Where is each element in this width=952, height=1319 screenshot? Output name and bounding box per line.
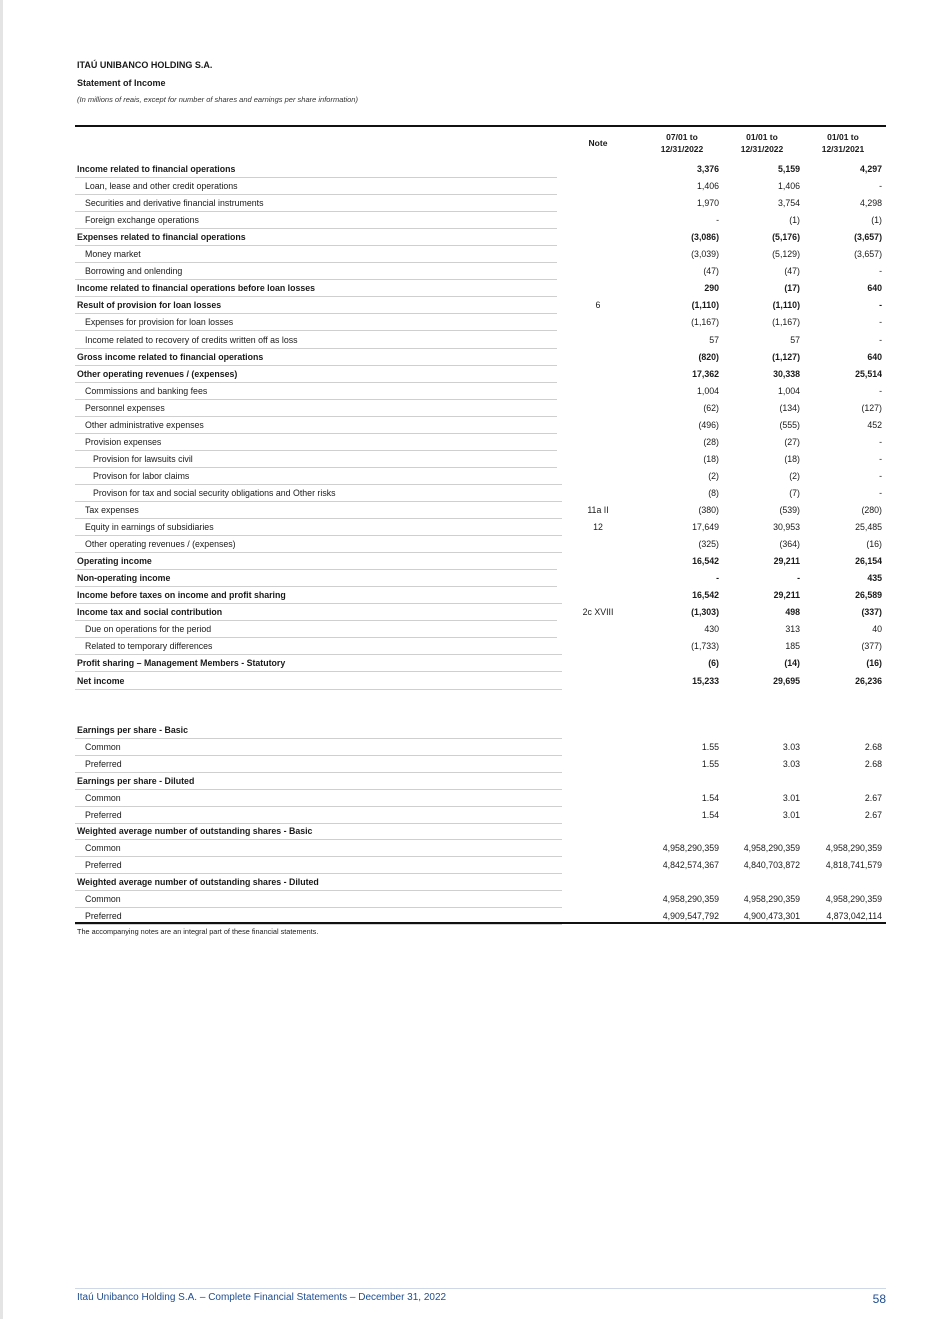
value-01-01-to-12-31-2021: (16) [866, 539, 882, 550]
eps-row [0, 823, 952, 840]
value-01-01-to-12-31-2021: - [879, 436, 882, 447]
value-01-01-to-12-31-2022: 4,840,703,872 [743, 860, 800, 870]
value-07-01-to-12-31-2022: (8) [708, 487, 719, 498]
footer-rule [75, 1288, 886, 1289]
value-01-01-to-12-31-2022: 29,211 [773, 556, 800, 567]
value-01-01-to-12-31-2022: (27) [784, 436, 800, 447]
value-07-01-to-12-31-2022: 17,362 [692, 368, 719, 379]
value-01-01-to-12-31-2021: 435 [867, 573, 882, 584]
table-row [0, 417, 952, 434]
value-07-01-to-12-31-2022: 1.55 [701, 742, 719, 752]
value-07-01-to-12-31-2022: 1,004 [696, 385, 719, 396]
row-label: Preferred [85, 759, 122, 769]
value-01-01-to-12-31-2021: 4,298 [859, 198, 882, 209]
value-01-01-to-12-31-2021: (377) [861, 641, 882, 652]
column-header-3-line2: 12/31/2021 [821, 144, 865, 154]
table-row [0, 246, 952, 263]
row-label: Income related to financial operations before loan losses [77, 283, 316, 294]
row-label: Provison for labor claims [93, 470, 190, 481]
table-row [0, 178, 952, 195]
value-01-01-to-12-31-2022: (2) [789, 470, 800, 481]
value-01-01-to-12-31-2021: 25,485 [855, 522, 882, 533]
row-label: Expenses related to financial operations [77, 232, 246, 243]
value-07-01-to-12-31-2022: 1,406 [696, 181, 719, 192]
row-label: Gross income related to financial operations [77, 351, 264, 362]
table-row [0, 400, 952, 417]
value-01-01-to-12-31-2021: 26,154 [855, 556, 882, 567]
value-01-01-to-12-31-2021: (127) [861, 402, 882, 413]
table-row [0, 587, 952, 604]
row-label: Preferred [85, 911, 122, 921]
value-07-01-to-12-31-2022: 4,958,290,359 [662, 843, 719, 853]
eps-row [0, 722, 952, 739]
statement-title: Statement of Income [77, 78, 166, 88]
row-note: 2c XVIII [582, 607, 614, 618]
row-label: Earnings per share - Diluted [77, 776, 195, 786]
value-07-01-to-12-31-2022: 4,842,574,367 [662, 860, 719, 870]
value-01-01-to-12-31-2022: (17) [784, 283, 800, 294]
row-label: Income before taxes on income and profit sharing [77, 590, 286, 601]
value-01-01-to-12-31-2021: (1) [871, 215, 882, 226]
value-07-01-to-12-31-2022: 1,970 [696, 198, 719, 209]
value-01-01-to-12-31-2022: 29,695 [773, 675, 800, 686]
table-top-rule [75, 125, 886, 127]
value-07-01-to-12-31-2022: (3,039) [691, 249, 719, 260]
value-01-01-to-12-31-2022: (1,110) [772, 300, 800, 311]
row-label: Tax expenses [85, 505, 139, 515]
row-label: Loan, lease and other credit operations [85, 181, 238, 192]
row-label: Preferred [85, 860, 122, 870]
value-07-01-to-12-31-2022: 4,958,290,359 [662, 894, 719, 904]
value-01-01-to-12-31-2021: 4,818,741,579 [825, 860, 882, 870]
table-row [0, 553, 952, 570]
row-label: Provision expenses [85, 436, 162, 447]
value-01-01-to-12-31-2021: - [879, 470, 882, 481]
eps-row [0, 739, 952, 756]
row-label: Provision for lawsuits civil [93, 453, 193, 464]
row-label: Other administrative expenses [85, 419, 204, 430]
value-07-01-to-12-31-2022: - [716, 215, 719, 226]
row-label: Equity in earnings of subsidiaries [85, 522, 214, 533]
value-01-01-to-12-31-2021: 25,514 [855, 368, 882, 379]
value-07-01-to-12-31-2022: (380) [698, 505, 719, 515]
value-01-01-to-12-31-2021: (280) [861, 505, 882, 515]
row-label: Securities and derivative financial instruments [85, 198, 264, 209]
column-header-1-line2: 12/31/2022 [660, 144, 704, 154]
row-label: Expenses for provision for loan losses [85, 317, 234, 328]
value-01-01-to-12-31-2022: 29,211 [773, 590, 800, 601]
value-07-01-to-12-31-2022: 15,233 [692, 675, 719, 686]
eps-row [0, 807, 952, 824]
value-01-01-to-12-31-2021: 4,873,042,114 [826, 911, 882, 921]
table-row [0, 604, 952, 621]
value-01-01-to-12-31-2022: (134) [779, 402, 800, 413]
table-row [0, 263, 952, 280]
row-label: Net income [77, 675, 125, 686]
row-rule [75, 689, 562, 690]
note-column-header: Note [588, 138, 608, 148]
value-07-01-to-12-31-2022: 1.54 [701, 810, 719, 820]
row-note: 6 [595, 300, 601, 311]
row-note: 11a II [587, 505, 609, 515]
value-01-01-to-12-31-2022: (555) [779, 419, 800, 430]
value-07-01-to-12-31-2022: 290 [704, 283, 719, 294]
value-01-01-to-12-31-2021: - [879, 181, 882, 192]
value-01-01-to-12-31-2022: (539) [779, 505, 800, 515]
value-01-01-to-12-31-2021: - [879, 334, 882, 345]
disclaimer: The accompanying notes are an integral part of these financial statements. [77, 927, 319, 936]
row-label: Weighted average number of outstanding shares - Basic [77, 826, 313, 836]
row-label: Due on operations for the period [85, 624, 212, 635]
row-label: Money market [85, 249, 141, 260]
value-01-01-to-12-31-2022: 5,159 [777, 164, 800, 174]
value-01-01-to-12-31-2021: 452 [867, 419, 882, 430]
value-01-01-to-12-31-2022: 3.03 [782, 742, 800, 752]
value-01-01-to-12-31-2022: 4,958,290,359 [743, 843, 800, 853]
value-07-01-to-12-31-2022: (1,110) [691, 300, 719, 311]
table-row [0, 570, 952, 587]
table-row [0, 383, 952, 400]
value-01-01-to-12-31-2022: 3.01 [782, 810, 800, 820]
eps-row [0, 840, 952, 857]
column-header-2 [727, 131, 797, 155]
value-01-01-to-12-31-2022: 498 [785, 607, 800, 618]
value-07-01-to-12-31-2022: (2) [708, 470, 719, 481]
value-01-01-to-12-31-2021: - [879, 266, 882, 277]
value-01-01-to-12-31-2021: - [879, 487, 882, 498]
row-label: Commissions and banking fees [85, 385, 208, 396]
value-07-01-to-12-31-2022: 430 [704, 624, 719, 635]
value-01-01-to-12-31-2021: - [879, 317, 882, 328]
value-01-01-to-12-31-2021: 2.67 [864, 810, 882, 820]
row-label: Other operating revenues / (expenses) [85, 539, 236, 550]
table-row [0, 536, 952, 553]
row-label: Foreign exchange operations [85, 215, 199, 226]
value-07-01-to-12-31-2022: 3,376 [696, 164, 719, 174]
eps-row [0, 891, 952, 908]
value-01-01-to-12-31-2021: - [879, 300, 882, 311]
table-row [0, 195, 952, 212]
value-07-01-to-12-31-2022: (6) [708, 658, 719, 669]
table-row [0, 349, 952, 366]
value-01-01-to-12-31-2021: 2.68 [864, 742, 882, 752]
row-label: Other operating revenues / (expenses) [77, 368, 238, 379]
value-01-01-to-12-31-2021: (3,657) [854, 232, 882, 243]
value-01-01-to-12-31-2022: 30,338 [773, 368, 800, 379]
table-row [0, 434, 952, 451]
value-07-01-to-12-31-2022: 16,542 [692, 556, 719, 567]
value-07-01-to-12-31-2022: 1.55 [701, 759, 719, 769]
table-row [0, 212, 952, 229]
value-07-01-to-12-31-2022: (496) [698, 419, 719, 430]
value-01-01-to-12-31-2022: (5,129) [772, 249, 800, 260]
value-01-01-to-12-31-2022: 3.01 [782, 793, 800, 803]
row-label: Operating income [77, 556, 152, 567]
row-label: Weighted average number of outstanding shares - Diluted [77, 877, 319, 887]
company-name: ITAÚ UNIBANCO HOLDING S.A. [77, 60, 213, 70]
eps-row [0, 756, 952, 773]
eps-row [0, 773, 952, 790]
column-header-2-line2: 12/31/2022 [740, 144, 784, 154]
value-01-01-to-12-31-2022: - [797, 573, 800, 584]
row-label: Result of provision for loan losses [77, 300, 222, 311]
value-07-01-to-12-31-2022: 16,542 [692, 590, 719, 601]
value-07-01-to-12-31-2022: (1,733) [691, 641, 719, 652]
eps-row [0, 790, 952, 807]
value-01-01-to-12-31-2022: (47) [784, 266, 800, 277]
table-bottom-rule [75, 922, 886, 924]
value-07-01-to-12-31-2022: (3,086) [691, 232, 719, 243]
value-01-01-to-12-31-2021: 4,297 [859, 164, 882, 174]
table-row [0, 280, 952, 297]
value-07-01-to-12-31-2022: (28) [703, 436, 719, 447]
value-01-01-to-12-31-2022: 3,754 [777, 198, 800, 209]
value-01-01-to-12-31-2021: 2.68 [864, 759, 882, 769]
value-07-01-to-12-31-2022: (1,167) [691, 317, 719, 328]
row-label: Common [85, 843, 121, 853]
value-01-01-to-12-31-2021: 640 [867, 283, 882, 294]
row-label: Borrowing and onlending [85, 266, 183, 277]
column-header-3-line1: 01/01 to [827, 132, 859, 142]
value-01-01-to-12-31-2021: (337) [861, 607, 882, 618]
value-07-01-to-12-31-2022: (325) [698, 539, 719, 550]
value-01-01-to-12-31-2021: - [879, 453, 882, 464]
value-01-01-to-12-31-2021: (16) [866, 658, 882, 669]
row-rule [75, 924, 562, 925]
row-note: 12 [593, 522, 603, 533]
value-01-01-to-12-31-2022: 57 [790, 334, 800, 345]
value-01-01-to-12-31-2022: 4,900,473,301 [743, 911, 800, 921]
value-07-01-to-12-31-2022: 1.54 [701, 793, 719, 803]
value-07-01-to-12-31-2022: 17,649 [692, 522, 719, 533]
statement-subtitle: (In millions of reais, except for number of shares and earnings per share information) [77, 95, 358, 104]
table-row [0, 673, 952, 690]
row-label: Provison for tax and social security obligations and Other risks [93, 487, 336, 498]
table-row [0, 332, 952, 349]
row-label: Common [85, 793, 121, 803]
value-01-01-to-12-31-2021: 4,958,290,359 [825, 843, 882, 853]
table-row [0, 485, 952, 502]
value-01-01-to-12-31-2022: 313 [785, 624, 800, 635]
table-row [0, 621, 952, 638]
value-01-01-to-12-31-2021: (3,657) [854, 249, 882, 260]
row-label: Common [85, 742, 121, 752]
value-01-01-to-12-31-2022: 185 [785, 641, 800, 652]
value-01-01-to-12-31-2022: (1) [789, 215, 800, 226]
row-label: Income related to financial operations [77, 164, 236, 174]
row-label: Income related to recovery of credits written off as loss [85, 334, 298, 345]
value-07-01-to-12-31-2022: 57 [709, 334, 719, 345]
value-01-01-to-12-31-2022: 3.03 [782, 759, 800, 769]
value-01-01-to-12-31-2021: 4,958,290,359 [825, 894, 882, 904]
table-row [0, 314, 952, 331]
table-row [0, 519, 952, 536]
value-01-01-to-12-31-2021: 26,236 [855, 675, 882, 686]
value-01-01-to-12-31-2021: 2.67 [864, 793, 882, 803]
value-07-01-to-12-31-2022: - [716, 573, 719, 584]
value-07-01-to-12-31-2022: (18) [703, 453, 719, 464]
value-07-01-to-12-31-2022: (47) [703, 266, 719, 277]
value-01-01-to-12-31-2022: 1,406 [777, 181, 800, 192]
value-01-01-to-12-31-2022: 4,958,290,359 [743, 894, 800, 904]
table-row [0, 638, 952, 655]
row-label: Personnel expenses [85, 402, 165, 413]
value-07-01-to-12-31-2022: 4,909,547,792 [662, 911, 719, 921]
value-01-01-to-12-31-2021: 640 [867, 351, 882, 362]
value-01-01-to-12-31-2021: - [879, 385, 882, 396]
row-label: Non-operating income [77, 573, 171, 584]
value-01-01-to-12-31-2022: (1,127) [772, 351, 800, 362]
column-header-3 [808, 131, 878, 155]
value-01-01-to-12-31-2022: (1,167) [772, 317, 800, 328]
table-row [0, 502, 952, 519]
value-01-01-to-12-31-2022: 1,004 [777, 385, 800, 396]
footer-text: Itaú Unibanco Holding S.A. – Complete Financial Statements – December 31, 2022 [77, 1292, 447, 1303]
value-01-01-to-12-31-2021: 40 [872, 624, 882, 635]
value-07-01-to-12-31-2022: (62) [703, 402, 719, 413]
value-01-01-to-12-31-2022: (18) [784, 453, 800, 464]
row-label: Profit sharing – Management Members - Statutory [77, 658, 286, 669]
value-01-01-to-12-31-2022: (7) [789, 487, 800, 498]
value-07-01-to-12-31-2022: (1,303) [691, 607, 719, 618]
row-label: Preferred [85, 810, 122, 820]
table-row [0, 655, 952, 672]
column-header-1-line1: 07/01 to [666, 132, 698, 142]
table-row [0, 297, 952, 314]
column-header-2-line1: 01/01 to [746, 132, 778, 142]
row-label: Income tax and social contribution [77, 607, 223, 618]
eps-row [0, 857, 952, 874]
row-label: Common [85, 894, 121, 904]
table-row [0, 161, 952, 178]
table-row [0, 366, 952, 383]
page-number: 58 [872, 1292, 886, 1306]
value-01-01-to-12-31-2022: (5,176) [772, 232, 800, 243]
value-01-01-to-12-31-2021: 26,589 [855, 590, 882, 601]
table-row [0, 229, 952, 246]
row-label: Related to temporary differences [85, 641, 213, 652]
eps-row [0, 874, 952, 891]
table-row [0, 468, 952, 485]
column-header-1 [647, 131, 717, 155]
row-label: Earnings per share - Basic [77, 725, 188, 735]
value-01-01-to-12-31-2022: 30,953 [773, 522, 800, 533]
value-01-01-to-12-31-2022: (364) [779, 539, 800, 550]
value-07-01-to-12-31-2022: (820) [698, 351, 719, 362]
value-01-01-to-12-31-2022: (14) [784, 658, 800, 669]
table-row [0, 451, 952, 468]
